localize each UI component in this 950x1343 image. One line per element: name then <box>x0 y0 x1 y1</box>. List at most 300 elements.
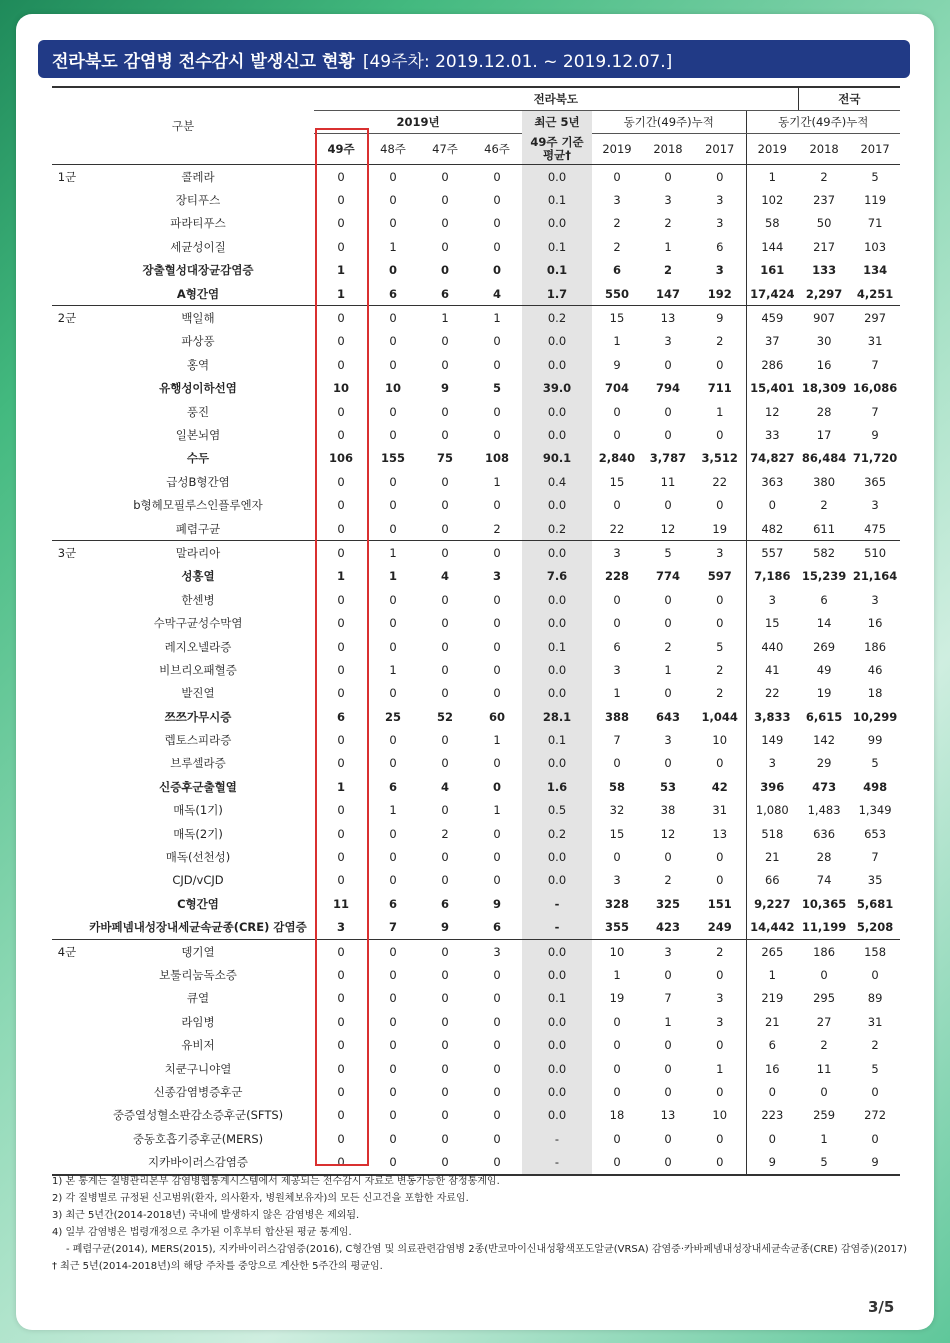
value-cell: 147 <box>655 286 680 301</box>
value-cell: 6 <box>388 286 397 301</box>
value-cell: 6 <box>492 920 501 935</box>
table-row <box>52 259 900 282</box>
value-cell: 0 <box>441 216 449 231</box>
value-cell: 0.0 <box>522 493 592 516</box>
value-cell: 0 <box>664 1131 672 1146</box>
value-cell: 5,208 <box>856 920 894 935</box>
value-cell: 498 <box>863 779 888 794</box>
value-cell: 3,512 <box>701 451 738 466</box>
value-cell: 0.1 <box>522 188 592 211</box>
table-row <box>52 541 900 565</box>
disease-name: 콜레라 <box>181 169 215 184</box>
group-label <box>52 705 82 728</box>
value-cell: 186 <box>864 639 887 654</box>
value-cell: 1 <box>613 334 621 349</box>
value-cell: 1 <box>493 733 501 748</box>
value-cell: 0 <box>716 427 724 442</box>
disease-name: 홍역 <box>186 357 210 372</box>
value-cell: 0 <box>337 850 345 865</box>
value-cell: 66 <box>746 869 798 892</box>
group-label <box>52 728 82 751</box>
value-cell: 0 <box>441 193 449 208</box>
jeonbuk-header: 전라북도 <box>314 87 798 111</box>
value-cell: 0 <box>314 541 368 565</box>
value-cell: 1 <box>368 541 418 565</box>
value-cell: 643 <box>655 709 680 724</box>
disease-name: 수두 <box>186 451 210 466</box>
group-label <box>52 799 82 822</box>
value-cell: 0 <box>664 427 672 442</box>
value-cell: 7 <box>871 404 879 419</box>
value-cell: 0 <box>441 639 449 654</box>
group-label <box>52 470 82 493</box>
value-cell: 0 <box>337 404 345 419</box>
table-row <box>52 1104 900 1127</box>
value-cell: 297 <box>850 306 900 330</box>
disease-name: 쯔쯔가무시증 <box>164 709 232 724</box>
value-cell: 15,401 <box>746 377 798 400</box>
value-cell: 0 <box>440 263 449 278</box>
value-cell: 2 <box>664 873 672 888</box>
value-cell: 0 <box>716 850 724 865</box>
value-cell: 9 <box>440 381 449 396</box>
value-cell: 22 <box>609 521 625 536</box>
value-cell: 0.4 <box>522 470 592 493</box>
recent5-header-line1: 최근 5년 <box>522 111 592 134</box>
disease-name: 말라리아 <box>82 541 314 565</box>
value-cell: 440 <box>746 635 798 658</box>
value-cell: 86,484 <box>801 451 847 466</box>
footnote-dagger: † 최근 5년(2014-2018년)의 해당 주차를 중앙으로 계산한 5주간의 평균임. <box>52 1261 383 1272</box>
value-cell: 9 <box>746 1150 798 1174</box>
disease-name: 발진열 <box>181 686 215 701</box>
value-cell: 0 <box>389 686 397 701</box>
table-row <box>52 470 900 493</box>
group-label <box>52 916 82 940</box>
report-title: 전라북도 감염병 전수감시 발생신고 현황 <box>52 51 355 72</box>
value-cell: 396 <box>746 775 798 798</box>
value-cell: 1 <box>336 569 345 584</box>
group-label <box>52 493 82 516</box>
value-cell: 0 <box>389 334 397 349</box>
group-label <box>52 330 82 353</box>
value-cell: 60 <box>488 709 505 724</box>
value-cell: 550 <box>604 286 629 301</box>
group-label <box>52 1150 82 1174</box>
value-cell: 0 <box>337 357 345 372</box>
value-cell: 365 <box>864 474 887 489</box>
value-cell: 0 <box>664 404 672 419</box>
value-cell: 7,186 <box>746 565 798 588</box>
table-row <box>52 282 900 306</box>
value-cell: 223 <box>746 1104 798 1127</box>
table-row <box>52 1127 900 1150</box>
value-cell: 0 <box>472 1150 522 1174</box>
table-row <box>52 799 900 822</box>
week-49-header: 49주 <box>314 134 368 165</box>
value-cell: 0 <box>337 616 345 631</box>
table-row <box>52 493 900 516</box>
value-cell: 794 <box>655 381 680 396</box>
value-cell: 2 <box>820 1038 828 1053</box>
value-cell: 0 <box>493 357 501 372</box>
disease-name: 수막구균성수막염 <box>153 616 243 631</box>
disease-name: 매독(선천성) <box>165 850 231 865</box>
value-cell: 1,044 <box>701 709 738 724</box>
value-cell: 0 <box>716 756 724 771</box>
value-cell: 28.1 <box>522 705 592 728</box>
group-label <box>52 447 82 470</box>
value-cell: 2 <box>820 498 828 513</box>
table-row <box>52 447 900 470</box>
disease-name: 장티푸스 <box>175 193 221 208</box>
value-cell: 3 <box>613 662 621 677</box>
value-cell: 0 <box>337 826 345 841</box>
value-cell: 355 <box>604 920 629 935</box>
footnote-1: 1) 본 통계는 질병관리본부 감염병웹통계시스템에서 제공되는 전수감시 자료로 변동가능한 잠정통계임. <box>52 1176 500 1187</box>
value-cell: 0 <box>337 169 345 184</box>
disease-name: 브루셀라증 <box>170 756 226 771</box>
value-cell: 10,365 <box>801 896 847 911</box>
group-label <box>52 588 82 611</box>
value-cell: 0 <box>613 498 621 513</box>
group-label <box>52 658 82 681</box>
disease-name: 큐열 <box>186 991 210 1006</box>
value-cell: 28 <box>816 404 832 419</box>
value-cell: 0 <box>337 733 345 748</box>
value-cell: 0 <box>613 427 621 442</box>
value-cell: 0 <box>441 873 449 888</box>
value-cell: 0 <box>871 967 879 982</box>
value-cell: 0 <box>613 1131 621 1146</box>
group-label <box>52 1010 82 1033</box>
value-cell: 4 <box>440 779 449 794</box>
value-cell: 363 <box>746 470 798 493</box>
value-cell: 0 <box>337 1084 345 1099</box>
value-cell: 42 <box>711 779 728 794</box>
value-cell: 0 <box>337 662 345 677</box>
value-cell: 49 <box>816 662 832 677</box>
value-cell: 0.0 <box>522 541 592 565</box>
disease-name: 지카바이러스감염증 <box>82 1150 314 1174</box>
value-cell: 0 <box>613 169 621 184</box>
value-cell: 228 <box>604 569 629 584</box>
value-cell: 5 <box>798 1150 850 1174</box>
value-cell: 0 <box>441 991 449 1006</box>
value-cell: 15 <box>609 474 625 489</box>
table-row <box>52 1010 900 1033</box>
group-label <box>52 892 82 915</box>
value-cell: 3 <box>642 939 694 963</box>
value-cell: 151 <box>707 896 732 911</box>
value-cell: 74 <box>816 873 832 888</box>
group-label <box>52 869 82 892</box>
value-cell: 0 <box>441 357 449 372</box>
value-cell: 3 <box>613 873 621 888</box>
table-row <box>52 188 900 211</box>
value-cell: 0 <box>441 803 449 818</box>
value-cell: 21,164 <box>852 569 898 584</box>
value-cell: 597 <box>707 569 732 584</box>
value-cell: 144 <box>746 235 798 258</box>
value-cell: 0 <box>492 263 501 278</box>
value-cell: - <box>522 916 592 940</box>
national-year-2019: 2019 <box>746 134 798 165</box>
table-row <box>52 658 900 681</box>
value-cell: 161 <box>746 259 798 282</box>
group-label <box>52 235 82 258</box>
value-cell: 0.0 <box>522 963 592 986</box>
value-cell: 0 <box>389 616 397 631</box>
value-cell: 9,227 <box>746 892 798 915</box>
value-cell: 0 <box>389 498 397 513</box>
value-cell: 0 <box>337 1038 345 1053</box>
table-row <box>52 987 900 1010</box>
value-cell: 3 <box>716 1014 724 1029</box>
value-cell: 0.2 <box>522 517 592 541</box>
value-cell: 0 <box>389 1061 397 1076</box>
value-cell: 158 <box>850 939 900 963</box>
value-cell: 0 <box>389 850 397 865</box>
value-cell: 1 <box>389 662 397 677</box>
value-cell: 0 <box>664 756 672 771</box>
value-cell: 0 <box>441 474 449 489</box>
disease-name: 장출혈성대장균감염증 <box>142 263 254 278</box>
value-cell: 16,086 <box>852 381 898 396</box>
value-cell: 9 <box>850 1150 900 1174</box>
value-cell: 0 <box>368 1150 418 1174</box>
value-cell: 3 <box>716 991 724 1006</box>
value-cell: 0 <box>746 493 798 516</box>
value-cell: 0 <box>441 1014 449 1029</box>
disease-name: 카바페넴내성장내세균속균종(CRE) 감염증 <box>89 920 307 935</box>
national-cumulative-header: 동기간(49주)누적 <box>746 111 900 134</box>
table-row <box>52 330 900 353</box>
value-cell: 3 <box>715 263 724 278</box>
value-cell: 0 <box>493 1084 501 1099</box>
value-cell: 5 <box>871 1061 879 1076</box>
value-cell: 0 <box>418 939 472 963</box>
year-2019-header: 2019년 <box>314 111 522 134</box>
value-cell: 11 <box>660 474 676 489</box>
value-cell: 0 <box>493 662 501 677</box>
value-cell: 0 <box>642 1150 694 1174</box>
disease-name: 뎅기열 <box>82 939 314 963</box>
national-year-2018: 2018 <box>798 134 850 165</box>
value-cell: 0 <box>493 686 501 701</box>
disease-name: 파라티푸스 <box>170 216 226 231</box>
value-cell: 1 <box>336 286 345 301</box>
value-cell: 1 <box>613 686 621 701</box>
value-cell: 31 <box>867 1014 883 1029</box>
disease-name: 급성B형간염 <box>166 474 230 489</box>
disease-name: 라임병 <box>181 1014 215 1029</box>
value-cell: 423 <box>655 920 680 935</box>
value-cell: 0.1 <box>522 635 592 658</box>
value-cell: 0 <box>441 334 449 349</box>
value-cell: 0 <box>389 427 397 442</box>
value-cell: 1 <box>746 963 798 986</box>
value-cell: 9 <box>613 357 621 372</box>
jeonbuk-year-2018: 2018 <box>642 134 694 165</box>
disease-name: 레지오넬라증 <box>164 639 232 654</box>
value-cell: 0 <box>493 427 501 442</box>
value-cell: 11 <box>332 896 349 911</box>
value-cell: 0 <box>418 541 472 565</box>
group-label <box>52 1057 82 1080</box>
value-cell: 0 <box>337 1061 345 1076</box>
value-cell: 0 <box>716 1038 724 1053</box>
national-header: 전국 <box>798 87 900 111</box>
value-cell: 6 <box>612 263 621 278</box>
value-cell: 15 <box>609 826 625 841</box>
disease-name: C형간염 <box>177 896 219 911</box>
value-cell: 1.6 <box>522 775 592 798</box>
value-cell: 11,199 <box>801 920 847 935</box>
value-cell: 0 <box>493 991 501 1006</box>
table-row <box>52 588 900 611</box>
group-label <box>52 282 82 306</box>
value-cell: 1 <box>389 803 397 818</box>
value-cell: 1 <box>716 1061 724 1076</box>
group-label <box>52 377 82 400</box>
table-row <box>52 165 900 189</box>
value-cell: 33 <box>746 423 798 446</box>
value-cell: 3 <box>613 193 621 208</box>
value-cell: 0 <box>389 967 397 982</box>
value-cell: 0 <box>441 427 449 442</box>
value-cell: 0.0 <box>522 423 592 446</box>
value-cell: 0 <box>337 686 345 701</box>
value-cell: 2 <box>820 169 828 184</box>
value-cell: 30 <box>816 334 832 349</box>
value-cell: 0 <box>820 1084 828 1099</box>
value-cell: 17 <box>816 427 832 442</box>
value-cell: 0.0 <box>522 611 592 634</box>
group-label <box>52 423 82 446</box>
group-label <box>52 517 82 541</box>
value-cell: 0 <box>664 1084 672 1099</box>
value-cell: 11 <box>816 1061 832 1076</box>
footnotes <box>52 1173 912 1275</box>
value-cell: 0 <box>337 216 345 231</box>
value-cell: 611 <box>813 521 836 536</box>
value-cell: 0 <box>389 474 397 489</box>
value-cell: 272 <box>864 1108 887 1123</box>
value-cell: 9 <box>440 920 449 935</box>
value-cell: 0 <box>337 1108 345 1123</box>
value-cell: 0 <box>389 1108 397 1123</box>
disease-name: 백일해 <box>82 306 314 330</box>
value-cell: 0.2 <box>522 306 592 330</box>
value-cell: 16 <box>867 616 883 631</box>
value-cell: 0 <box>418 1150 472 1174</box>
recent5-header-line3: 평균† <box>543 147 571 162</box>
table-row <box>52 377 900 400</box>
value-cell: 142 <box>813 733 836 748</box>
value-cell: 0 <box>664 498 672 513</box>
national-year-2017: 2017 <box>850 134 900 165</box>
table-row <box>52 306 900 330</box>
value-cell: 328 <box>604 896 629 911</box>
value-cell: 0 <box>389 1014 397 1029</box>
value-cell: 0 <box>493 193 501 208</box>
value-cell: 0 <box>613 756 621 771</box>
value-cell: 32 <box>609 803 625 818</box>
table-row <box>52 212 900 235</box>
value-cell: 6 <box>746 1033 798 1056</box>
week-46-header: 46주 <box>472 134 522 165</box>
value-cell: 0 <box>337 521 345 536</box>
value-cell: 15 <box>592 306 642 330</box>
value-cell: 0 <box>441 616 449 631</box>
value-cell: 0 <box>337 803 345 818</box>
value-cell: 10 <box>712 1108 728 1123</box>
value-cell: 0 <box>389 1038 397 1053</box>
value-cell: 16 <box>816 357 832 372</box>
value-cell: 1 <box>820 1131 828 1146</box>
value-cell: 510 <box>850 541 900 565</box>
value-cell: 58 <box>608 779 625 794</box>
value-cell: 0 <box>472 541 522 565</box>
value-cell: 0.0 <box>522 588 592 611</box>
week-47-header: 47주 <box>418 134 472 165</box>
page-number: 3/5 <box>868 1298 895 1316</box>
value-cell: 50 <box>816 216 832 231</box>
value-cell: 19 <box>609 991 625 1006</box>
value-cell: - <box>522 892 592 915</box>
value-cell: 0 <box>389 733 397 748</box>
value-cell: 13 <box>712 826 728 841</box>
value-cell: 6,615 <box>805 709 843 724</box>
value-cell: 557 <box>746 541 798 565</box>
value-cell: 0 <box>716 616 724 631</box>
disease-name: 렙토스피라증 <box>164 733 232 748</box>
value-cell: 28 <box>816 850 832 865</box>
value-cell: 15,239 <box>801 569 847 584</box>
value-cell: 12 <box>660 826 676 841</box>
value-cell: 0 <box>389 873 397 888</box>
value-cell: 286 <box>746 353 798 376</box>
value-cell: 2 <box>716 686 724 701</box>
value-cell: 22 <box>712 474 728 489</box>
value-cell: 473 <box>812 779 837 794</box>
value-cell: 9 <box>871 427 879 442</box>
group-label <box>52 682 82 705</box>
value-cell: 58 <box>746 212 798 235</box>
value-cell: 0 <box>716 357 724 372</box>
disease-name: 성홍열 <box>181 569 215 584</box>
disease-name: 매독(1기) <box>173 803 223 818</box>
table-row <box>52 611 900 634</box>
value-cell: 0 <box>492 779 501 794</box>
table-row <box>52 822 900 845</box>
value-cell: 0 <box>716 169 724 184</box>
week-48-header: 48주 <box>368 134 418 165</box>
value-cell: 259 <box>813 1108 836 1123</box>
value-cell: 0 <box>613 592 621 607</box>
value-cell: 31 <box>712 803 728 818</box>
value-cell: 0 <box>389 521 397 536</box>
value-cell: 5 <box>492 381 501 396</box>
value-cell: 0.1 <box>522 235 592 258</box>
value-cell: 0 <box>613 1061 621 1076</box>
value-cell: 39.0 <box>522 377 592 400</box>
value-cell: 1 <box>664 1014 672 1029</box>
disease-report-table <box>52 86 900 1176</box>
table-row <box>52 845 900 868</box>
value-cell: 0 <box>441 404 449 419</box>
